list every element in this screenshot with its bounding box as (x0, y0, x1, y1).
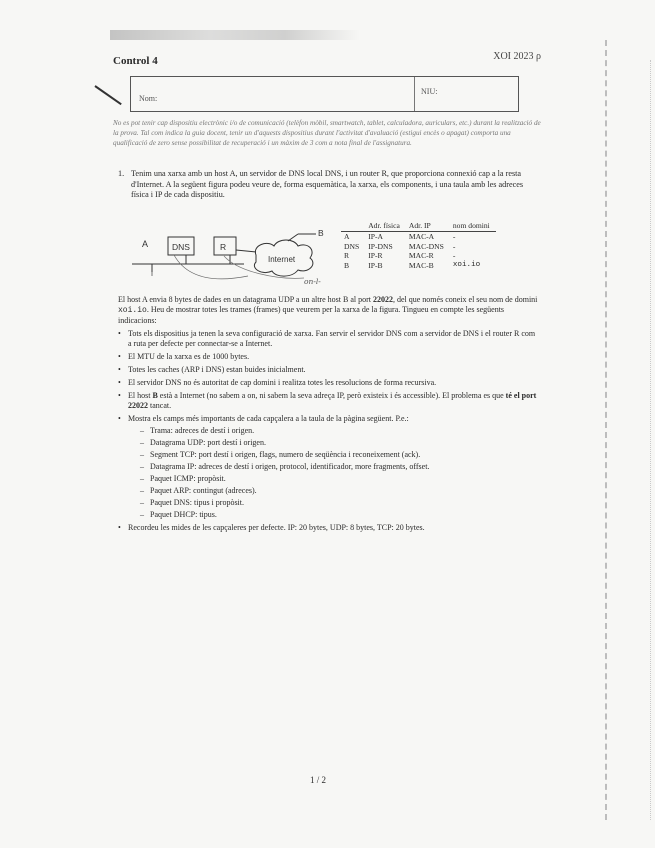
cloud-label: Internet (268, 255, 296, 264)
table-header-row (341, 220, 496, 232)
question-intro: Tenim una xarxa amb un host A, un servidor de DNS local DNS, i un router R, que proporciona connexió cap a la resta d'Internet. A la següent figura podeu veure de, forma esquemàtica, la xarxa, els components, i una taula amb les adreces física i IP de cada dispositiu. (131, 169, 524, 199)
list-item: • Totes les caches (ARP i DNS) estan buides inicialment. (118, 365, 538, 375)
label-a: A (142, 239, 149, 249)
scan-smear (110, 30, 360, 40)
list-item: – Paquet DNS: tipus i propòsit. (140, 497, 538, 508)
list-item: • El MTU de la xarxa es de 1000 bytes. (118, 352, 538, 362)
domain-name: xoi.io (118, 306, 147, 315)
scan-edge-far (648, 60, 651, 820)
table-cell: DNS (344, 241, 360, 251)
table-row (341, 251, 496, 261)
table-cell: MAC-DNS (408, 241, 444, 251)
niu-field: NIU: (421, 87, 438, 96)
table-cell: IP-R (368, 251, 383, 260)
name-field: Nom: (131, 77, 415, 111)
table-cell: IP-DNS (368, 241, 393, 251)
scenario-paragraph: El host A envia 8 bytes de dades en un datagrama UDP a un altre host B al port 22022, del que només coneix el seu nom de domini xoi.io. Heu de mostrar totes les trames (frames) que veurem per la xarxa de la figura. Tingueu en compte les següents indicacions: (118, 295, 538, 325)
table-cell: A (344, 232, 350, 241)
list-item: • El host B està a Internet (no sabem a on, ni sabem la seva adreça IP, però existeix i és accessible). El problema es que té el port 22022 tancat. (118, 391, 538, 411)
pencil-curve-1 (174, 255, 248, 279)
list-item: – Paquet ARP: contingut (adreces). (140, 485, 538, 496)
header-fields-list (140, 425, 538, 520)
handwritten-note: on-l- (304, 277, 321, 286)
table-cell: R (344, 251, 350, 260)
table-cell: MAC-B (408, 260, 434, 270)
label-dns: DNS (172, 242, 190, 252)
question-1 (118, 169, 538, 201)
course-label: XOI 2023 ρ (493, 51, 541, 62)
table-row (341, 242, 496, 252)
scan-edge (601, 40, 607, 820)
list-item: – Segment TCP: port destí i origen, flags, numero de seqüència i reconeixement (ack). (140, 449, 538, 460)
exam-title: Control 4 (113, 55, 158, 67)
exam-rules: No es pot tenir cap dispositiu electrònic i/o de comunicació (telèfon mòbil, smartwatch, tablet, calculadora, auriculars, etc.) durant la realització de la prova. Tal com indica la guia docent, tenir un d'aquests dispositius durant l'activitat d'avaluació (estigui encès o apagat) comporta una qualificació de zero sense possibilitat de recuperació i un màxim de 3 com a nota final de l'assignatura. (113, 119, 541, 147)
question-body (118, 295, 538, 536)
label-b: B (318, 228, 324, 238)
question-number: 1. (118, 169, 125, 178)
table-cell: MAC-R (408, 251, 434, 260)
list-item: • Recordeu les mides de les capçaleres per defecte. IP: 20 bytes, UDP: 8 bytes, TCP: 20 bytes. (118, 523, 538, 533)
list-item: – Paquet DHCP: tipus. (140, 509, 538, 520)
table-cell: - (452, 232, 456, 241)
list-item: • Mostra els camps més importants de cada capçalera a la taula de la pàgina següent. P.e.: – Trama: adreces de destí i origen. – Datagrama UDP: port destí i origen. – Segment TCP: port destí i origen, flags, numero de seqüència i reconeixement (ack). – Datagrama IP: adreces de destí i origen, protocol, identificador, more fragments, offset. – Paquet ICMP: propòsit. – Paquet ARP: contingut (adreces). – Paquet DNS: tipus i propòsit. – Paquet DHCP: tipus. (118, 414, 538, 520)
table-header: Adr. física (365, 220, 406, 232)
list-item: • El servidor DNS no és autoritat de cap domini i realitza totes les resolucions de forma recursiva. (118, 378, 538, 388)
table-cell: B (344, 260, 350, 270)
table-header: nom domini (450, 220, 496, 232)
table-cell: IP-B (368, 260, 383, 270)
table-header: Adr. IP (406, 220, 450, 232)
list-item: – Datagrama IP: adreces de destí i origen, protocol, identificador, more fragments, offset. (140, 461, 538, 472)
table-row (341, 232, 496, 242)
table-row (341, 261, 496, 271)
pen-mark (94, 85, 121, 105)
table-cell: IP-A (368, 232, 383, 241)
device-table (341, 220, 496, 270)
table-cell: - (452, 251, 456, 260)
label-r: R (220, 242, 227, 252)
list-item: – Paquet ICMP: propòsit. (140, 473, 538, 484)
table-cell: MAC-A (408, 232, 435, 241)
list-item: – Datagrama UDP: port destí i origen. (140, 437, 538, 448)
page-number: 1 / 2 (310, 775, 327, 785)
network-diagram (128, 220, 338, 290)
table-cell: - (452, 241, 456, 251)
list-item: – Trama: adreces de destí i origen. (140, 425, 538, 436)
list-item: • Tots els dispositius ja tenen la seva configuració de xarxa. Fan servir el servidor DNS com a servidor de DNS i el router R com a ruta per defecte per connectar-se a Internet. (118, 329, 538, 349)
name-box (130, 76, 519, 112)
table-cell: xoi.io (452, 260, 481, 269)
indications-list (118, 329, 538, 533)
port-number: 22022 (372, 295, 393, 304)
table-header (341, 220, 365, 232)
